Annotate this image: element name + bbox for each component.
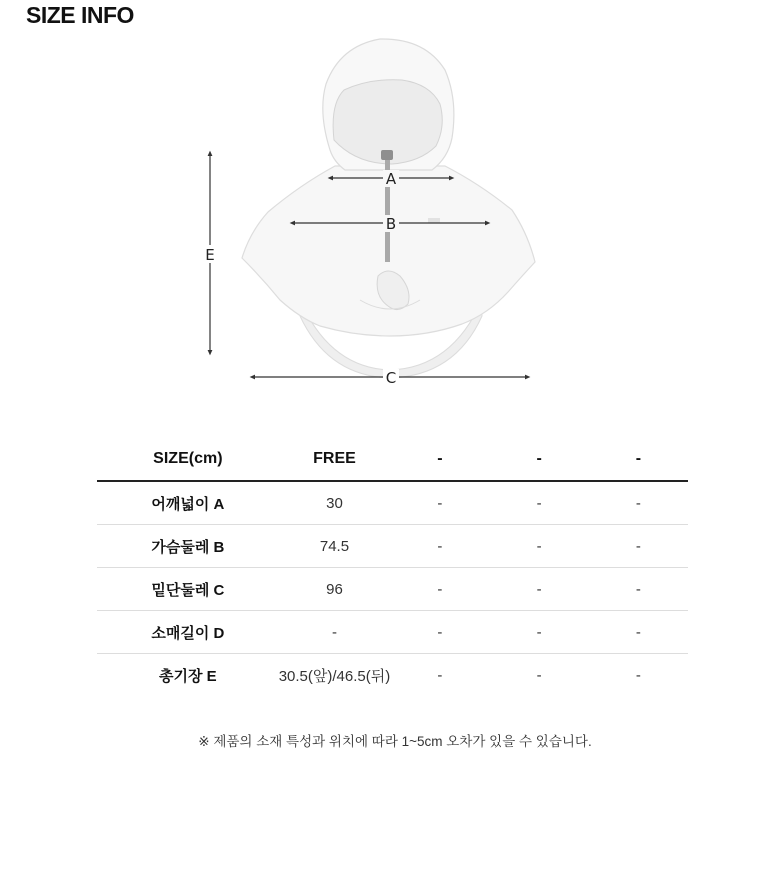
- table-cell: 30.5(앞)/46.5(뒤): [278, 667, 391, 685]
- table-cell: -: [390, 525, 489, 568]
- table-cell: 96: [279, 568, 391, 611]
- size-table: [97, 438, 688, 696]
- header-size-free: FREE: [279, 438, 391, 481]
- dimension-b-label: B: [385, 215, 397, 233]
- table-cell: -: [536, 666, 542, 684]
- table-row-length: [97, 654, 688, 697]
- table-cell: -: [437, 666, 443, 684]
- table-cell: -: [390, 568, 489, 611]
- table-row-shoulder: [97, 481, 688, 525]
- table-cell: -: [390, 481, 489, 525]
- zipper-pull: [381, 150, 393, 160]
- header-size-unit: SIZE(cm): [97, 438, 279, 481]
- row-label: 어깨넓이 A: [97, 481, 279, 525]
- table-row-sleeve: [97, 611, 688, 654]
- size-diagram: [0, 0, 780, 420]
- row-label: 총기장 E: [159, 667, 217, 685]
- page-title: SIZE INFO: [26, 2, 134, 28]
- row-label: 밑단둘레 C: [97, 568, 279, 611]
- size-table-header-row: [97, 438, 688, 481]
- table-cell: -: [489, 525, 588, 568]
- table-row-chest: [97, 525, 688, 568]
- table-cell: -: [279, 611, 391, 654]
- table-cell: -: [589, 525, 688, 568]
- row-label: 소매길이 D: [97, 611, 279, 654]
- table-cell: -: [390, 611, 489, 654]
- table-cell: -: [589, 611, 688, 654]
- dimension-a-label: A: [385, 170, 397, 188]
- table-cell: -: [635, 666, 641, 684]
- table-cell: -: [489, 611, 588, 654]
- dimension-c-label: C: [385, 369, 397, 387]
- header-size-empty-1: -: [390, 438, 489, 481]
- table-row-hem: [97, 568, 688, 611]
- row-label: 가슴둘레 B: [97, 525, 279, 568]
- table-cell: 30: [279, 481, 391, 525]
- poncho-illustration: [242, 39, 535, 378]
- logo-tab: [428, 218, 440, 223]
- table-cell: -: [489, 481, 588, 525]
- table-cell: -: [589, 568, 688, 611]
- measurement-note: ※ 제품의 소재 특성과 위치에 따라 1~5cm 오차가 있을 수 있습니다.: [198, 734, 592, 749]
- table-cell: 74.5: [279, 525, 391, 568]
- table-cell: -: [589, 481, 688, 525]
- dimension-e-label: E: [205, 246, 215, 264]
- header-size-empty-3: -: [589, 438, 688, 481]
- zipper: [385, 150, 390, 262]
- table-cell: -: [489, 568, 588, 611]
- header-size-empty-2: -: [489, 438, 588, 481]
